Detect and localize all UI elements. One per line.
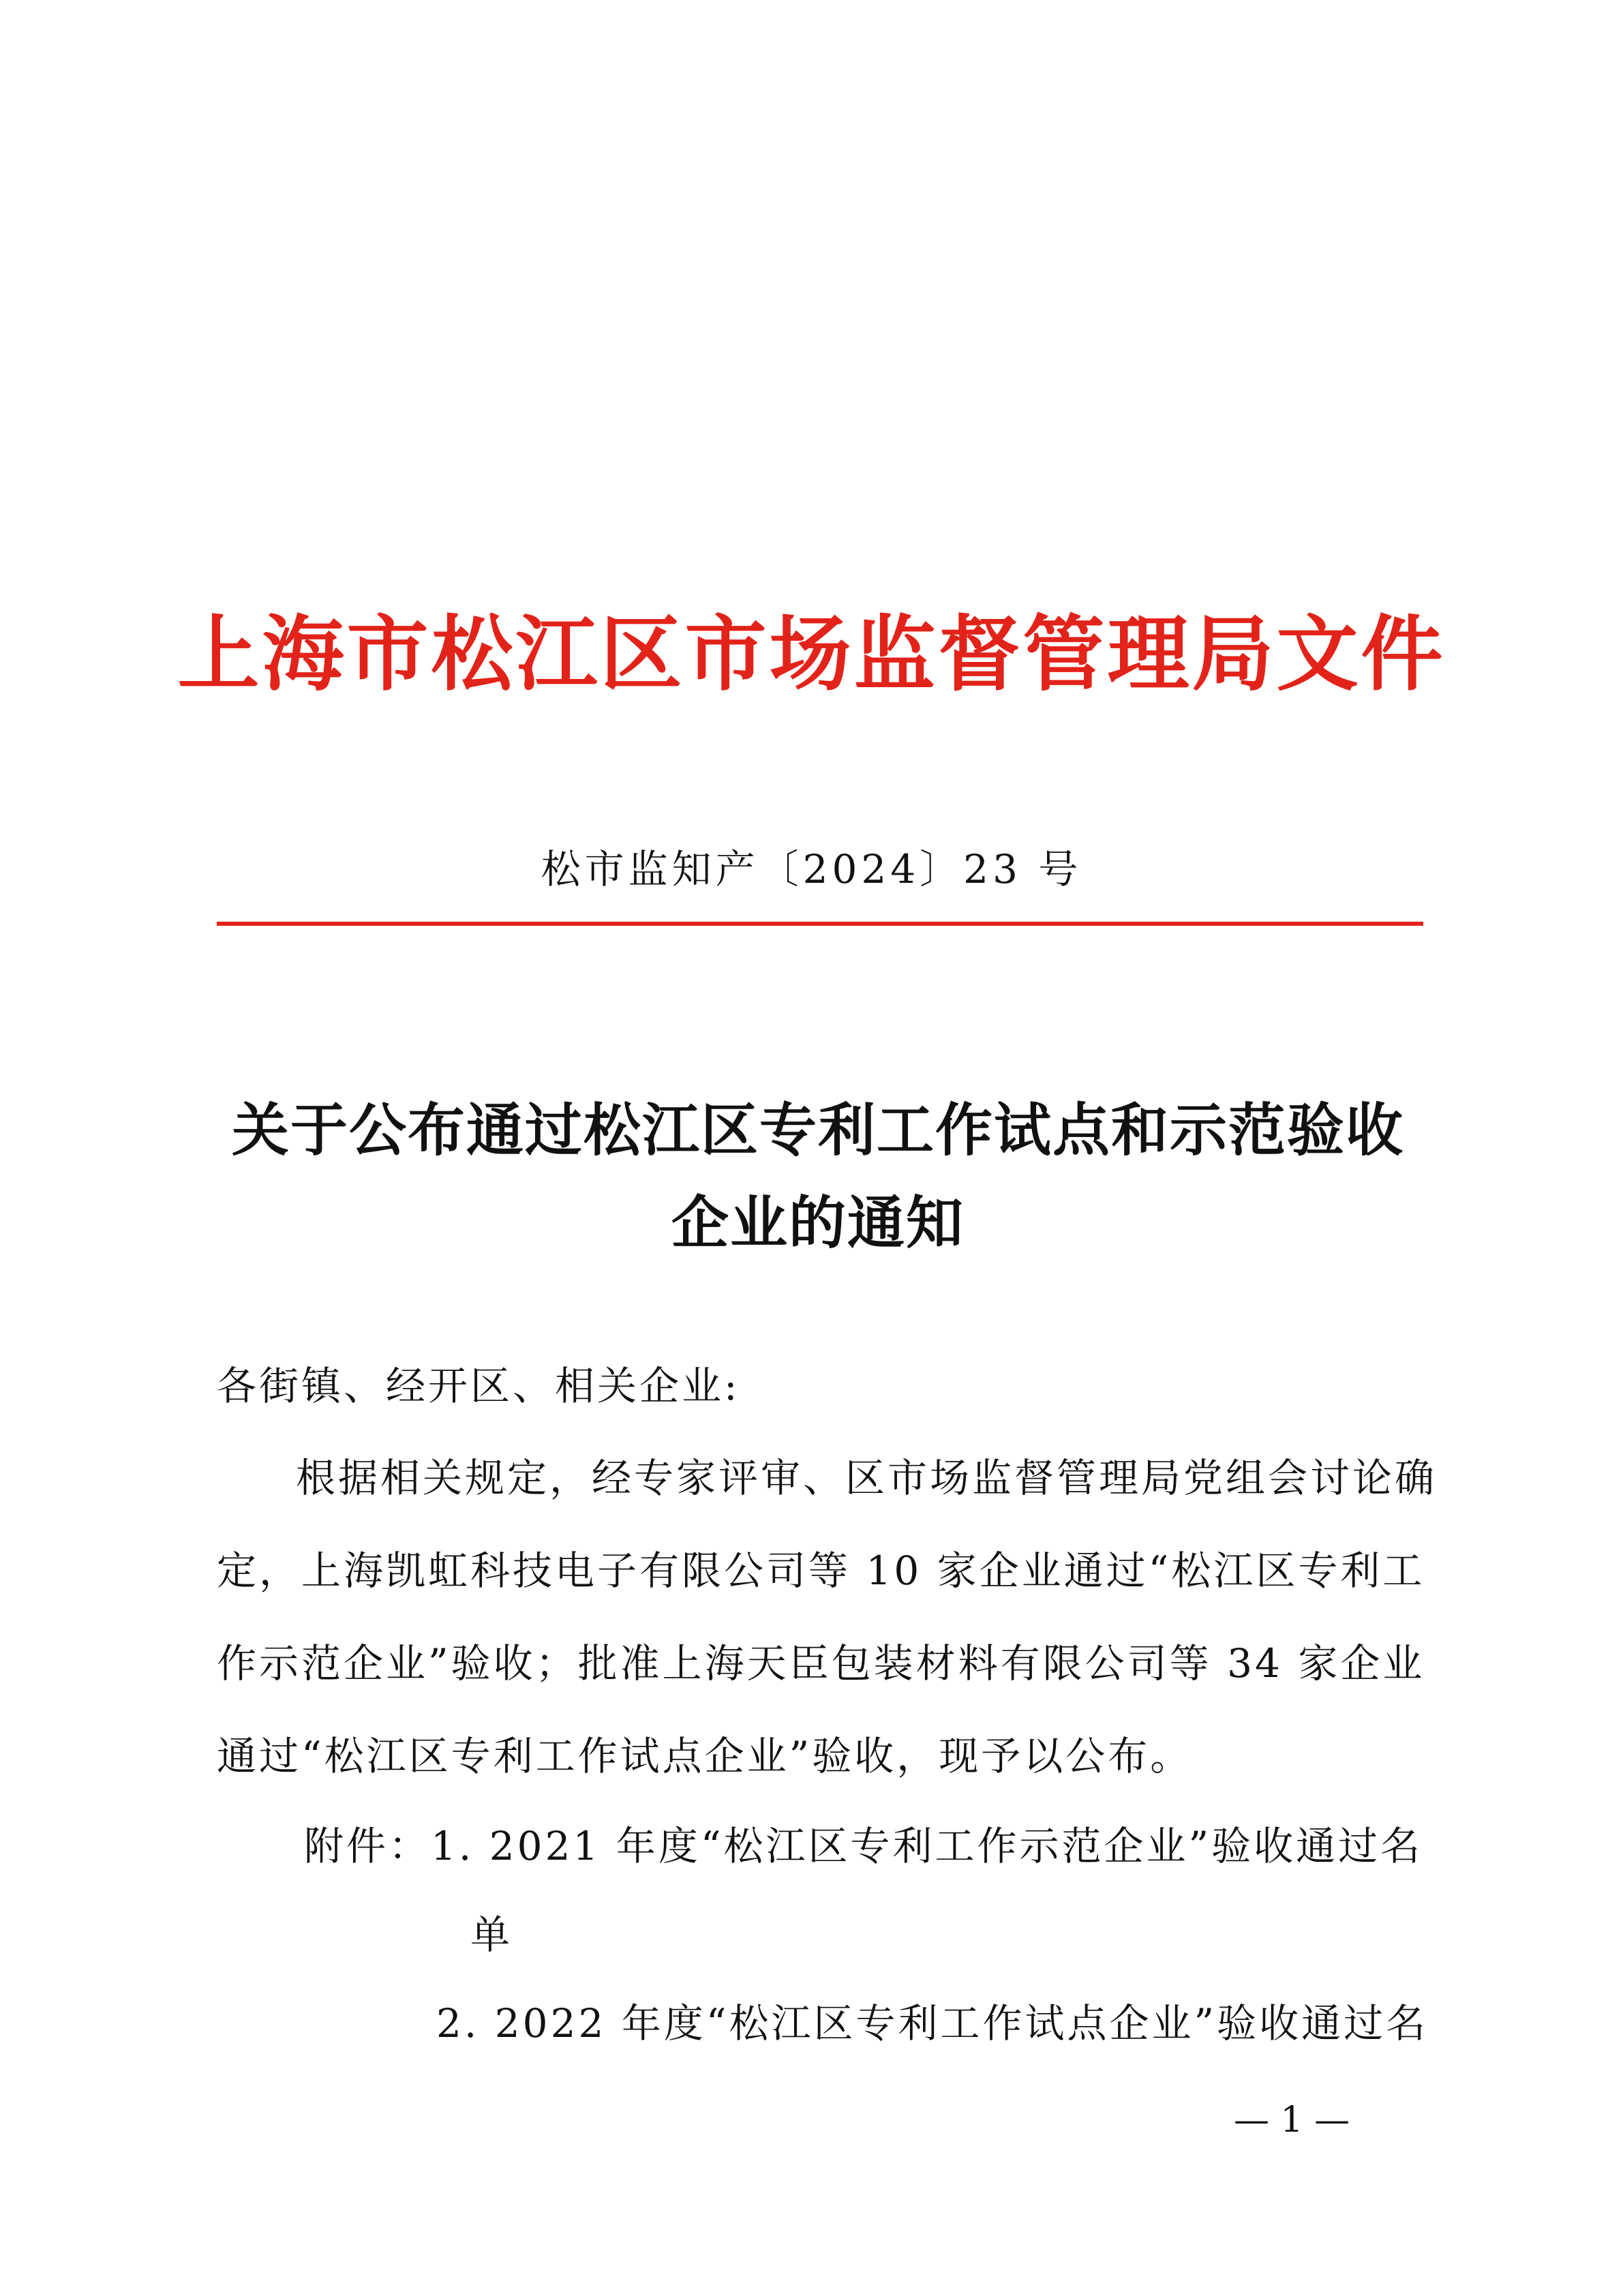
body-paragraph-line: 根据相关规定，经专家评审、区市场监督管理局党组会讨论确 <box>296 1455 1438 1501</box>
issuing-authority-header: 上海市松江区市场监督管理局文件 <box>177 606 1446 702</box>
red-separator-line <box>217 922 1423 926</box>
document-title-line-1: 关于公布通过松江区专利工作试点和示范验收 <box>231 1096 1404 1164</box>
document-title-line-2: 企业的通知 <box>671 1189 965 1256</box>
body-paragraph-line: 定，上海凯虹科技电子有限公司等 10 家企业通过“松江区专利工 <box>217 1547 1425 1594</box>
body-paragraph-line: 作示范企业”验收；批准上海天臣包装材料有限公司等 34 家企业 <box>217 1640 1425 1687</box>
attachment-item-1: 附件：1. 2021 年度“松江区专利工作示范企业”验收通过名 <box>304 1823 1423 1869</box>
page-number: — 1 — <box>1234 2100 1350 2141</box>
document-title <box>204 1084 1431 1269</box>
body-paragraph <box>217 1432 1438 1802</box>
attachment-item-2: 2. 2022 年度“松江区专利工作试点企业”验收通过名 <box>436 2000 1429 2046</box>
body-paragraph-line: 通过“松江区专利工作试点企业”验收，现予以公布。 <box>217 1733 1193 1779</box>
salutation: 各街镇、经开区、相关企业: <box>217 1363 740 1409</box>
attachment-item-1-continued: 单 <box>470 1912 513 1958</box>
document-number: 松市监知产〔2024〕23 号 <box>541 846 1082 892</box>
